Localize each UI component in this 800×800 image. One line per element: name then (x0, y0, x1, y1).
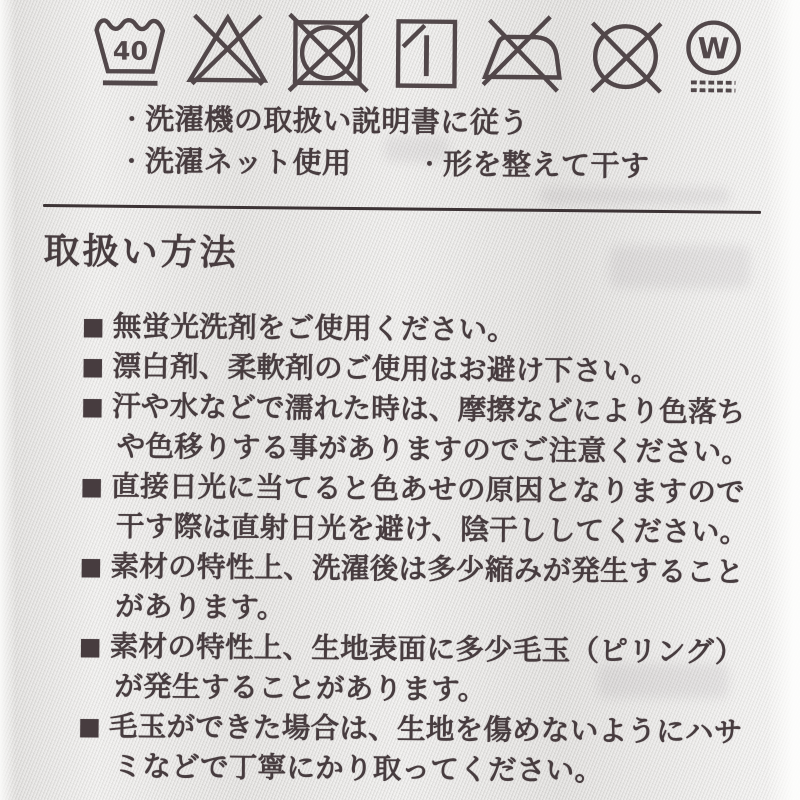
line-dry-in-shade-icon (388, 11, 463, 98)
item-text: 素材の特性上、洗濯後は多少縮みが発生することがあります。 (110, 549, 745, 625)
bleed-through-smudge (385, 136, 449, 162)
note-text: 形を整えて干す (442, 146, 650, 183)
list-item (37, 706, 762, 793)
bleed-through-smudge (540, 188, 730, 204)
professional-wet-clean-very-gentle-icon (683, 14, 744, 101)
item-text: 素材の特性上、生地表面に多少毛玉（ピリング）が発生することがあります。 (109, 629, 744, 707)
item-text: 毛玉ができた場合は、生地を傷めないようにハサミなどで丁寧にかり取ってください。 (108, 709, 743, 788)
do-not-dry-clean-icon (582, 13, 669, 100)
square-bullet: ■ (80, 392, 105, 421)
square-bullet: ■ (78, 632, 102, 661)
list-item (42, 306, 766, 353)
note-line-2 (120, 141, 798, 190)
item-text: 直接日光に当てると色あせの原因となりますので干す際は直射日光を避け、陰干ししてください。 (111, 469, 749, 549)
note-text: 洗濯ネット使用 (144, 144, 352, 180)
section-heading: 取扱い方法 (43, 231, 239, 274)
list-item (39, 546, 764, 633)
list-item (41, 346, 765, 393)
note-laundry-net (120, 141, 418, 186)
square-bullet: ■ (77, 712, 102, 741)
item-text: 無蛍光洗剤をご使用ください。 (112, 309, 517, 347)
care-symbols-row (0, 0, 800, 99)
machine-wash-40-gentle-icon (91, 8, 170, 95)
item-text: 汗や水などで濡れた時は、摩擦などにより色落ちや色移りする事がありますのでご注意ください。 (111, 389, 751, 469)
square-bullet: ■ (81, 312, 105, 341)
bleed-through-smudge (610, 246, 750, 288)
list-item (41, 386, 766, 473)
note-text: 洗濯機の取扱い説明書に従う (145, 102, 530, 140)
note-follow-manual (121, 99, 799, 148)
bullet-dot: ・ (418, 152, 442, 178)
square-bullet: ■ (81, 352, 105, 381)
bullet-dot: ・ (120, 107, 144, 133)
section-divider (43, 204, 761, 214)
handling-instructions-list (37, 306, 766, 793)
bleed-through-smudge (598, 664, 728, 698)
do-not-iron-icon (477, 12, 568, 99)
do-not-bleach-icon (184, 9, 271, 96)
list-item (40, 466, 765, 553)
svg-text:W: W (697, 31, 730, 66)
square-bullet: ■ (79, 552, 103, 581)
bullet-dot: ・ (120, 149, 144, 175)
do-not-tumble-dry-icon (285, 10, 374, 97)
svg-text:40: 40 (112, 35, 149, 66)
item-text: 漂白剤、柔軟剤のご使用はお避け下さい。 (112, 349, 660, 388)
square-bullet: ■ (80, 472, 104, 501)
note-reshape-dry (418, 147, 649, 183)
